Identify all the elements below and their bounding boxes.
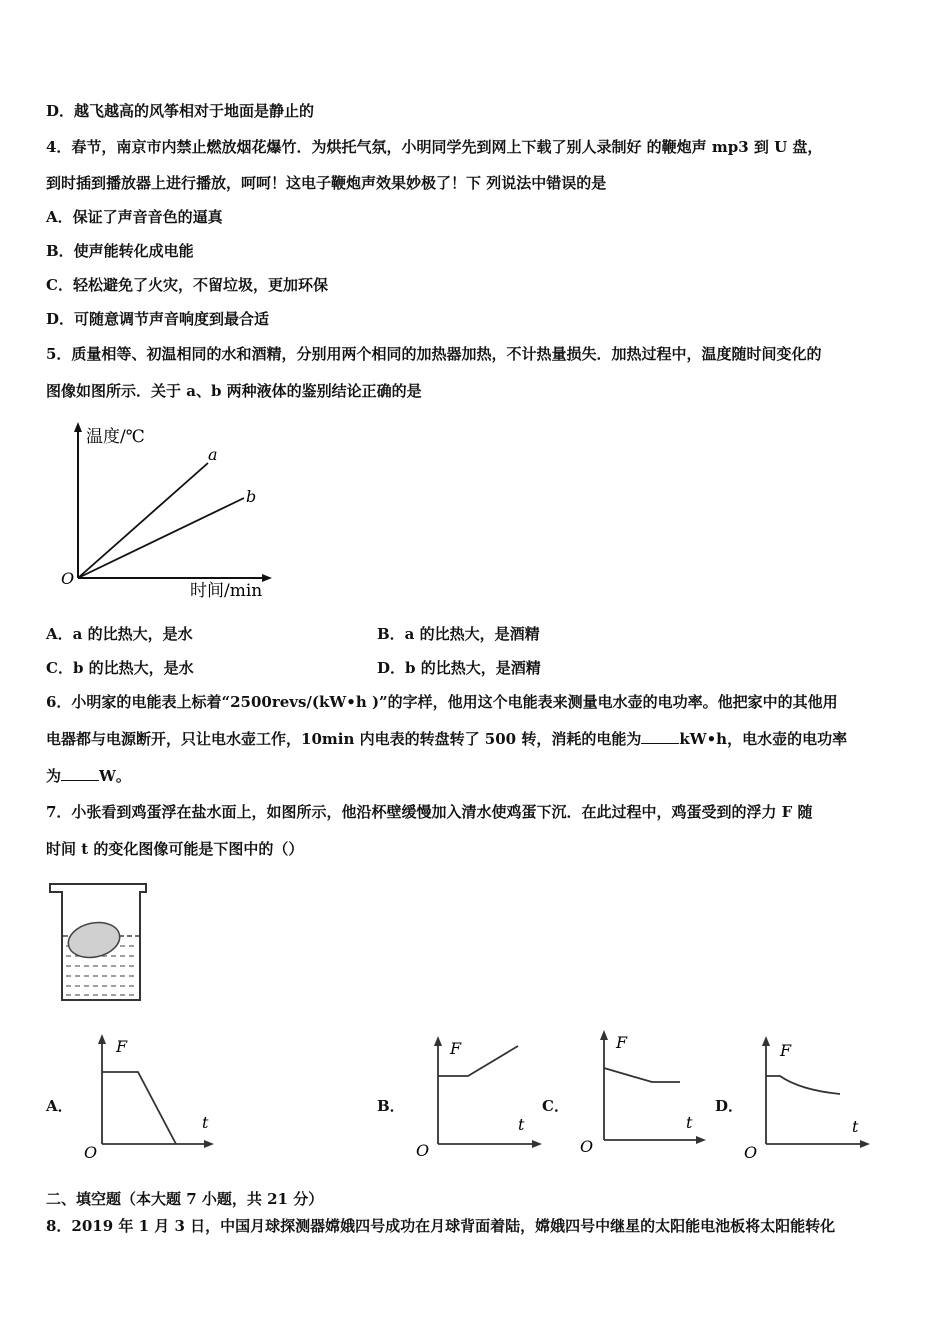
q7-a-curve [102,1072,176,1144]
q7-d-curve [766,1076,840,1094]
q7-a-origin: O [84,1143,98,1162]
q7-c-origin: O [580,1137,594,1156]
q6-line2-text-a: 电器都与电源断开，只让电水壶工作，10min 内电表的转盘转了 500 转，消耗的电能为 [46,730,642,748]
q5-line-a [78,463,208,578]
q6-blank-energy[interactable] [641,729,679,744]
q5-origin: O [61,569,75,588]
q6-line3-text-a: 为 [46,767,62,785]
q4-option-a: A．保证了声音音色的逼真 [46,208,223,226]
q4-stem-line1: 4．春节，南京市内禁止燃放烟花爆竹．为烘托气氛，小明同学先到网上下载了别人录制好 的鞭炮声 mp3 到 U 盘， [46,138,823,156]
q5-option-a: A．a 的比热大，是水 [46,625,193,643]
q5-y-label: 温度/℃ [86,427,145,447]
q7-option-b-label: B． [377,1097,405,1115]
q7-b-y-label: F [450,1039,462,1058]
q7-graph-d [740,1028,875,1163]
q7-option-d-label: D． [715,1097,744,1115]
q7-c-curve [604,1068,680,1082]
q5-stem-line2: 图像如图所示．关于 a、b 两种液体的鉴别结论正确的是 [46,382,422,400]
q6-line3-text-b: W。 [99,767,131,785]
q5-label-b: b [246,487,257,506]
q4-option-c: C．轻松避免了火灾，不留垃圾，更加环保 [46,276,328,294]
q5-stem-line1: 5．质量相等、初温相同的水和酒精，分别用两个相同的加热器加热，不计热量损失．加热过程中，温度随时间变化的 [46,345,822,363]
q7-d-origin: O [744,1143,758,1162]
q5-line-b [78,498,244,578]
q7-option-c-label: C． [542,1097,569,1115]
q7-a-x-label: t [202,1113,209,1132]
q3-option-d: D．越飞越高的风筝相对于地面是静止的 [46,102,315,120]
q7-graph-b [410,1028,545,1163]
q7-a-y-label: F [116,1037,128,1056]
q7-c-x-label: t [686,1113,693,1132]
q5-option-d: D．b 的比热大，是酒精 [377,659,541,677]
q6-line1: 6．小明家的电能表上标着“2500revs/(kW•h )”的字样，他用这个电能表来测量电水壶的电功率。他把家中的其他用 [46,693,838,711]
q4-option-b: B．使声能转化成电能 [46,242,194,260]
q8-line1: 8．2019 年 1 月 3 日，中国月球探测器嫦娥四号成功在月球背面着陆，嫦娥四号中继星的太阳能电池板将太阳能转化 [46,1217,836,1235]
q7-graph-a [80,1028,220,1163]
q7-graph-c [576,1022,711,1157]
beaker-egg-figure [46,880,158,1008]
q5-x-label: 时间/min [190,581,263,601]
q6-line2-text-b: kW•h，电水壶的电功率 [679,730,848,748]
q7-d-x-label: t [852,1117,859,1136]
q6-line2 [46,729,847,749]
q7-c-y-label: F [616,1033,628,1052]
q7-stem-line2: 时间 t 的变化图像可能是下图中的（） [46,840,304,858]
q7-stem-line1: 7．小张看到鸡蛋浮在盐水面上，如图所示，他沿杯壁缓慢加入清水使鸡蛋下沉．在此过程中，鸡蛋受到的浮力 F 随 [46,803,813,821]
q5-option-b: B．a 的比热大，是酒精 [377,625,540,643]
q4-option-d: D．可随意调节声音响度到最合适 [46,310,270,328]
q7-d-y-label: F [780,1041,792,1060]
section2-heading: 二、填空题（本大题 7 小题，共 21 分） [46,1190,324,1208]
q6-blank-power[interactable] [61,766,99,781]
q7-option-a-label: A． [46,1097,73,1115]
q5-y-arrow [74,422,82,432]
q5-label-a: a [208,445,218,464]
q5-x-arrow [262,574,272,582]
q5-option-c: C．b 的比热大，是水 [46,659,194,677]
q7-b-x-label: t [518,1115,525,1134]
q5-temperature-graph [48,418,288,610]
q7-b-origin: O [416,1141,430,1160]
q6-line3 [46,766,131,786]
q4-stem-line2: 到时插到播放器上进行播放，呵呵！这电子鞭炮声效果妙极了！下 列说法中错误的是 [46,174,607,192]
